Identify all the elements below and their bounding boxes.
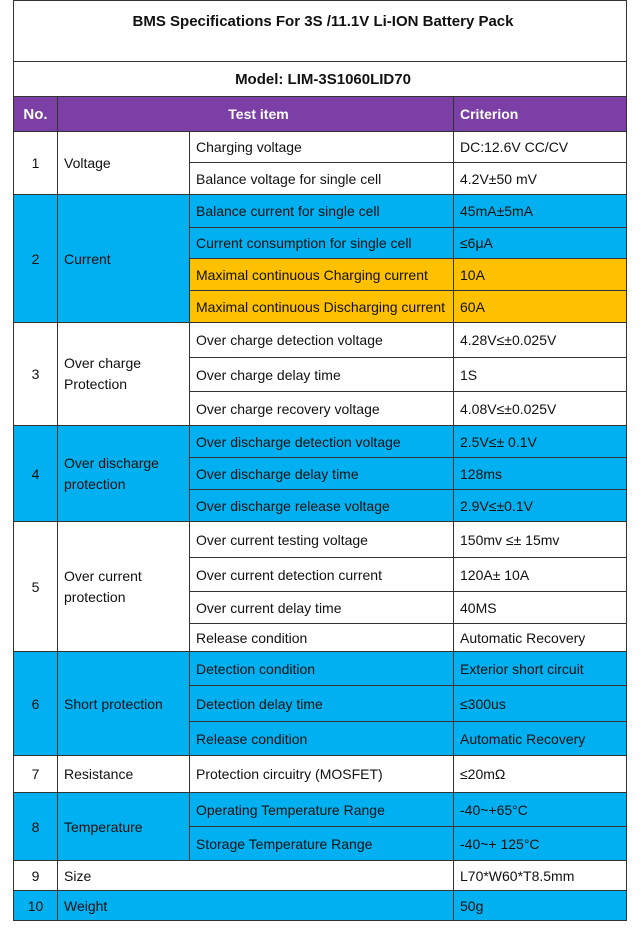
- category-cell: Over discharge protection: [58, 426, 190, 522]
- criterion-cell: -40~+ 125°C: [454, 827, 627, 861]
- table-row: [14, 426, 627, 458]
- criterion-cell: -40~+65°C: [454, 793, 627, 827]
- table-row: [14, 756, 627, 793]
- table-row: [14, 652, 627, 686]
- test-item-cell: Over discharge release voltage: [190, 490, 454, 522]
- category-cell: Current: [58, 195, 190, 323]
- criterion-cell: 120A± 10A: [454, 558, 627, 592]
- table-row: [14, 323, 627, 358]
- criterion-cell: Automatic Recovery: [454, 624, 627, 652]
- test-item-cell: Balance current for single cell: [190, 195, 454, 228]
- row-number: 2: [14, 195, 58, 323]
- test-item-cell: Over charge recovery voltage: [190, 392, 454, 426]
- category-cell: Resistance: [58, 756, 190, 793]
- test-item-cell: Charging voltage: [190, 132, 454, 163]
- row-number: 10: [14, 891, 58, 921]
- row-number: 8: [14, 793, 58, 861]
- criterion-cell: DC:12.6V CC/CV: [454, 132, 627, 163]
- category-cell: Over charge Protection: [58, 323, 190, 426]
- criterion-cell: ≤300us: [454, 686, 627, 722]
- row-number: 4: [14, 426, 58, 522]
- category-cell: Weight: [58, 891, 454, 921]
- table-row: [14, 861, 627, 891]
- criterion-cell: 45mA±5mA: [454, 195, 627, 228]
- criterion-cell: 2.9V≤±0.1V: [454, 490, 627, 522]
- criterion-cell: Automatic Recovery: [454, 722, 627, 756]
- test-item-cell: Over discharge detection voltage: [190, 426, 454, 458]
- table-row: [14, 195, 627, 228]
- criterion-cell: 1S: [454, 358, 627, 392]
- document-title: BMS Specifications For 3S /11.1V Li-ION Battery Pack: [14, 1, 627, 62]
- criterion-cell: 128ms: [454, 458, 627, 490]
- table-row: [14, 891, 627, 921]
- table-row: [14, 793, 627, 827]
- criterion-cell: Exterior short circuit: [454, 652, 627, 686]
- test-item-cell: Maximal continuous Discharging current: [190, 291, 454, 323]
- row-number: 9: [14, 861, 58, 891]
- row-number: 6: [14, 652, 58, 756]
- model-number: Model: LIM-3S1060LID70: [14, 62, 627, 97]
- row-number: 1: [14, 132, 58, 195]
- category-cell: Temperature: [58, 793, 190, 861]
- criterion-cell: ≤20mΩ: [454, 756, 627, 793]
- column-header-no: No.: [14, 97, 58, 132]
- criterion-cell: L70*W60*T8.5mm: [454, 861, 627, 891]
- table-row: [14, 522, 627, 558]
- test-item-cell: Protection circuitry (MOSFET): [190, 756, 454, 793]
- test-item-cell: Balance voltage for single cell: [190, 163, 454, 195]
- test-item-cell: Over charge detection voltage: [190, 323, 454, 358]
- test-item-cell: Over current testing voltage: [190, 522, 454, 558]
- criterion-cell: 150mv ≤± 15mv: [454, 522, 627, 558]
- criterion-cell: 4.2V±50 mV: [454, 163, 627, 195]
- test-item-cell: Over current detection current: [190, 558, 454, 592]
- table-row: [14, 132, 627, 163]
- criterion-cell: 10A: [454, 259, 627, 291]
- category-cell: Voltage: [58, 132, 190, 195]
- test-item-cell: Over charge delay time: [190, 358, 454, 392]
- criterion-cell: 4.28V≤±0.025V: [454, 323, 627, 358]
- test-item-cell: Storage Temperature Range: [190, 827, 454, 861]
- test-item-cell: Maximal continuous Charging current: [190, 259, 454, 291]
- bms-spec-sheet: [13, 0, 626, 921]
- criterion-cell: ≤6μA: [454, 228, 627, 259]
- criterion-cell: 60A: [454, 291, 627, 323]
- test-item-cell: Operating Temperature Range: [190, 793, 454, 827]
- test-item-cell: Current consumption for single cell: [190, 228, 454, 259]
- row-number: 3: [14, 323, 58, 426]
- test-item-cell: Detection delay time: [190, 686, 454, 722]
- category-cell: Size: [58, 861, 454, 891]
- test-item-cell: Over discharge delay time: [190, 458, 454, 490]
- category-cell: Over current protection: [58, 522, 190, 652]
- test-item-cell: Detection condition: [190, 652, 454, 686]
- criterion-cell: 4.08V≤±0.025V: [454, 392, 627, 426]
- row-number: 7: [14, 756, 58, 793]
- criterion-cell: 40MS: [454, 592, 627, 624]
- test-item-cell: Over current delay time: [190, 592, 454, 624]
- spec-table: [13, 0, 627, 921]
- criterion-cell: 50g: [454, 891, 627, 921]
- column-header-test-item: Test item: [58, 97, 454, 132]
- row-number: 5: [14, 522, 58, 652]
- test-item-cell: Release condition: [190, 722, 454, 756]
- criterion-cell: 2.5V≤± 0.1V: [454, 426, 627, 458]
- category-cell: Short protection: [58, 652, 190, 756]
- test-item-cell: Release condition: [190, 624, 454, 652]
- column-header-row: [14, 97, 627, 132]
- column-header-criterion: Criterion: [454, 97, 627, 132]
